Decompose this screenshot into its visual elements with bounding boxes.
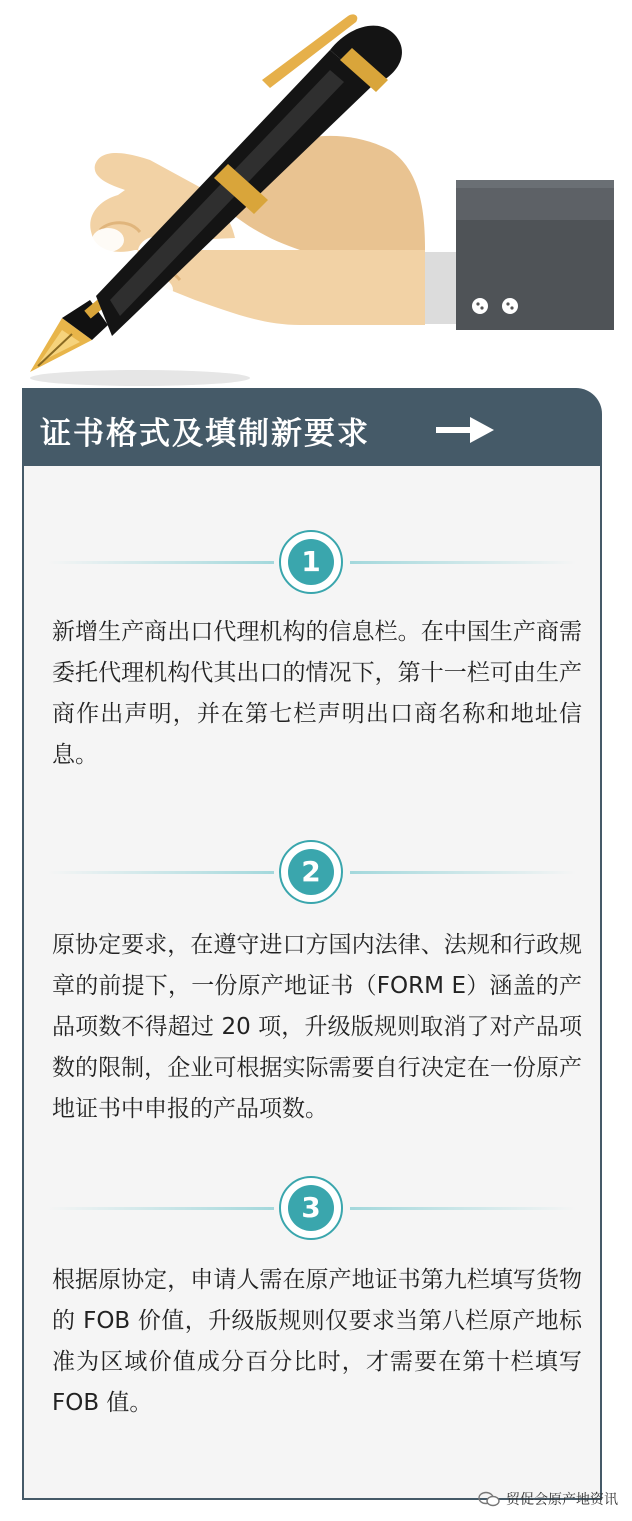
number-badge xyxy=(279,840,343,904)
section-text-1: 新增生产商出口代理机构的信息栏。在中国生产商需委托代理机构代其出口的情况下，第十一栏可由生产商作出声明，并在第七栏声明出口商名称和地址信息。 xyxy=(52,619,582,768)
section-banner xyxy=(22,388,602,466)
badge-number: 2 xyxy=(288,849,334,895)
cuff-button-icon xyxy=(502,298,518,314)
divider-line xyxy=(350,1207,576,1210)
divider-line xyxy=(350,871,576,874)
source-name: 贸促会原产地资讯 xyxy=(506,1492,618,1508)
sleeve xyxy=(425,180,614,330)
cuff-button-icon xyxy=(472,298,488,314)
number-badge xyxy=(279,1176,343,1240)
badge-number: 1 xyxy=(288,539,334,585)
divider-line xyxy=(350,561,576,564)
divider-line xyxy=(48,561,274,564)
section-header-2 xyxy=(24,840,600,904)
section-header-1 xyxy=(24,530,600,594)
divider-line xyxy=(48,871,274,874)
arrow-right-icon xyxy=(436,417,494,443)
source-watermark xyxy=(478,1489,618,1509)
content-panel xyxy=(22,466,602,1500)
divider-line xyxy=(48,1207,274,1210)
section-text-2: 原协定要求，在遵守进口方国内法律、法规和行政规章的前提下，一份原产地证书（FORM E）涵盖的产品项数不得超过 20 项，升级版规则取消了对产品项数的限制，企业可根据实际需要自行决定在一份原产地证书中申报的产品项数。 xyxy=(52,932,582,1122)
badge-number: 3 xyxy=(288,1185,334,1231)
section-text-3: 根据原协定，申请人需在原产地证书第九栏填写货物的 FOB 价值，升级版规则仅要求当第八栏原产地标准为区域价值成分百分比时，才需要在第十栏填写 FOB 值。 xyxy=(52,1267,582,1416)
pen-shadow xyxy=(30,370,250,386)
hand-pen-illustration xyxy=(0,0,632,392)
banner-title: 证书格式及填制新要求 xyxy=(40,416,370,452)
number-badge xyxy=(279,530,343,594)
fingernail xyxy=(92,228,124,252)
section-header-3 xyxy=(24,1176,600,1240)
wechat-icon xyxy=(478,1491,500,1507)
